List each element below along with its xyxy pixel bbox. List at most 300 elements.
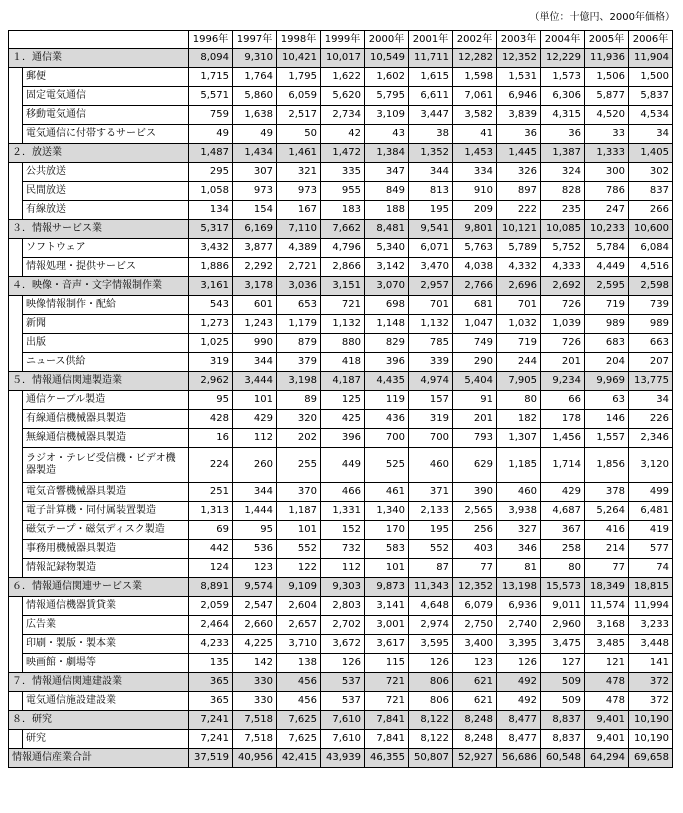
value-cell: 1,456 bbox=[541, 429, 585, 448]
value-cell: 721 bbox=[365, 692, 409, 711]
table-body bbox=[9, 49, 673, 768]
indent-cell bbox=[9, 448, 23, 483]
value-cell: 7,905 bbox=[497, 372, 541, 391]
value-cell: 224 bbox=[189, 448, 233, 483]
value-cell: 8,477 bbox=[497, 711, 541, 730]
value-cell: 499 bbox=[629, 483, 673, 502]
year-header: 2003年 bbox=[497, 31, 541, 49]
value-cell: 9,574 bbox=[233, 578, 277, 597]
value-cell: 5,763 bbox=[453, 239, 497, 258]
indent-cell bbox=[9, 334, 23, 353]
value-cell: 1,557 bbox=[585, 429, 629, 448]
value-cell: 552 bbox=[277, 540, 321, 559]
value-cell: 300 bbox=[585, 163, 629, 182]
total-value: 64,294 bbox=[585, 749, 629, 768]
category-name: ５．情報通信関連製造業 bbox=[9, 372, 189, 391]
indent-cell bbox=[9, 654, 23, 673]
value-cell: 178 bbox=[541, 410, 585, 429]
total-value: 42,415 bbox=[277, 749, 321, 768]
value-cell: 2,750 bbox=[453, 616, 497, 635]
value-cell: 9,401 bbox=[585, 730, 629, 749]
item-name: 研究 bbox=[23, 730, 189, 749]
value-cell: 4,435 bbox=[365, 372, 409, 391]
value-cell: 5,789 bbox=[497, 239, 541, 258]
value-cell: 3,142 bbox=[365, 258, 409, 277]
value-cell: 142 bbox=[233, 654, 277, 673]
indent-cell bbox=[9, 559, 23, 578]
value-cell: 2,346 bbox=[629, 429, 673, 448]
value-cell: 7,110 bbox=[277, 220, 321, 239]
value-cell: 122 bbox=[277, 559, 321, 578]
value-cell: 11,711 bbox=[409, 49, 453, 68]
item-row bbox=[9, 559, 673, 578]
value-cell: 188 bbox=[365, 201, 409, 220]
value-cell: 3,444 bbox=[233, 372, 277, 391]
value-cell: 10,600 bbox=[629, 220, 673, 239]
item-name: 固定電気通信 bbox=[23, 87, 189, 106]
value-cell: 1,132 bbox=[321, 315, 365, 334]
value-cell: 3,400 bbox=[453, 635, 497, 654]
value-cell: 10,233 bbox=[585, 220, 629, 239]
value-cell: 8,248 bbox=[453, 711, 497, 730]
value-cell: 7,610 bbox=[321, 730, 365, 749]
category-row bbox=[9, 277, 673, 296]
value-cell: 7,518 bbox=[233, 730, 277, 749]
value-cell: 4,534 bbox=[629, 106, 673, 125]
value-cell: 8,477 bbox=[497, 730, 541, 749]
value-cell: 721 bbox=[365, 673, 409, 692]
value-cell: 7,625 bbox=[277, 730, 321, 749]
value-cell: 11,936 bbox=[585, 49, 629, 68]
value-cell: 3,161 bbox=[189, 277, 233, 296]
item-name: 有線放送 bbox=[23, 201, 189, 220]
value-cell: 9,541 bbox=[409, 220, 453, 239]
item-name: 移動電気通信 bbox=[23, 106, 189, 125]
value-cell: 478 bbox=[585, 692, 629, 711]
value-cell: 429 bbox=[233, 410, 277, 429]
indent-cell bbox=[9, 730, 23, 749]
value-cell: 344 bbox=[233, 483, 277, 502]
value-cell: 321 bbox=[277, 163, 321, 182]
value-cell: 222 bbox=[497, 201, 541, 220]
indent-cell bbox=[9, 258, 23, 277]
value-cell: 201 bbox=[541, 353, 585, 372]
item-row bbox=[9, 521, 673, 540]
year-header: 1997年 bbox=[233, 31, 277, 49]
value-cell: 201 bbox=[453, 410, 497, 429]
value-cell: 2,660 bbox=[233, 616, 277, 635]
value-cell: 837 bbox=[629, 182, 673, 201]
value-cell: 8,122 bbox=[409, 711, 453, 730]
value-cell: 134 bbox=[189, 201, 233, 220]
value-cell: 1,187 bbox=[277, 502, 321, 521]
value-cell: 3,582 bbox=[453, 106, 497, 125]
value-cell: 370 bbox=[277, 483, 321, 502]
item-row bbox=[9, 616, 673, 635]
value-cell: 365 bbox=[189, 692, 233, 711]
value-cell: 3,877 bbox=[233, 239, 277, 258]
value-cell: 880 bbox=[321, 334, 365, 353]
value-cell: 9,109 bbox=[277, 578, 321, 597]
value-cell: 989 bbox=[629, 315, 673, 334]
total-value: 56,686 bbox=[497, 749, 541, 768]
value-cell: 204 bbox=[585, 353, 629, 372]
indent-cell bbox=[9, 692, 23, 711]
value-cell: 390 bbox=[453, 483, 497, 502]
year-header: 1996年 bbox=[189, 31, 233, 49]
value-cell: 125 bbox=[321, 391, 365, 410]
value-cell: 436 bbox=[365, 410, 409, 429]
value-cell: 124 bbox=[189, 559, 233, 578]
value-cell: 1,132 bbox=[409, 315, 453, 334]
value-cell: 1,886 bbox=[189, 258, 233, 277]
value-cell: 42 bbox=[321, 125, 365, 144]
value-cell: 1,445 bbox=[497, 144, 541, 163]
value-cell: 6,481 bbox=[629, 502, 673, 521]
indent-cell bbox=[9, 163, 23, 182]
value-cell: 1,185 bbox=[497, 448, 541, 483]
value-cell: 41 bbox=[453, 125, 497, 144]
value-cell: 5,784 bbox=[585, 239, 629, 258]
year-header: 2002年 bbox=[453, 31, 497, 49]
value-cell: 18,349 bbox=[585, 578, 629, 597]
value-cell: 126 bbox=[409, 654, 453, 673]
item-name: 郵便 bbox=[23, 68, 189, 87]
value-cell: 80 bbox=[497, 391, 541, 410]
value-cell: 141 bbox=[629, 654, 673, 673]
value-cell: 6,169 bbox=[233, 220, 277, 239]
value-cell: 537 bbox=[321, 692, 365, 711]
value-cell: 897 bbox=[497, 182, 541, 201]
value-cell: 1,615 bbox=[409, 68, 453, 87]
value-cell: 1,352 bbox=[409, 144, 453, 163]
value-cell: 419 bbox=[629, 521, 673, 540]
value-cell: 793 bbox=[453, 429, 497, 448]
value-cell: 3,070 bbox=[365, 277, 409, 296]
value-cell: 202 bbox=[277, 429, 321, 448]
value-cell: 182 bbox=[497, 410, 541, 429]
item-name: ニュース供給 bbox=[23, 353, 189, 372]
value-cell: 365 bbox=[189, 673, 233, 692]
value-cell: 3,710 bbox=[277, 635, 321, 654]
value-cell: 5,340 bbox=[365, 239, 409, 258]
value-cell: 7,625 bbox=[277, 711, 321, 730]
value-cell: 4,187 bbox=[321, 372, 365, 391]
value-cell: 101 bbox=[277, 521, 321, 540]
value-cell: 449 bbox=[321, 448, 365, 483]
table-header bbox=[9, 31, 673, 49]
value-cell: 4,516 bbox=[629, 258, 673, 277]
value-cell: 2,059 bbox=[189, 597, 233, 616]
indent-cell bbox=[9, 68, 23, 87]
value-cell: 77 bbox=[453, 559, 497, 578]
value-cell: 5,795 bbox=[365, 87, 409, 106]
value-cell: 121 bbox=[585, 654, 629, 673]
value-cell: 2,604 bbox=[277, 597, 321, 616]
value-cell: 36 bbox=[497, 125, 541, 144]
value-cell: 653 bbox=[277, 296, 321, 315]
value-cell: 334 bbox=[453, 163, 497, 182]
value-cell: 5,752 bbox=[541, 239, 585, 258]
item-name: 新聞 bbox=[23, 315, 189, 334]
indent-cell bbox=[9, 239, 23, 258]
value-cell: 34 bbox=[629, 391, 673, 410]
value-cell: 5,571 bbox=[189, 87, 233, 106]
category-row bbox=[9, 372, 673, 391]
category-name: ４．映像・音声・文字情報制作業 bbox=[9, 277, 189, 296]
value-cell: 6,946 bbox=[497, 87, 541, 106]
value-cell: 8,481 bbox=[365, 220, 409, 239]
value-cell: 81 bbox=[497, 559, 541, 578]
value-cell: 9,873 bbox=[365, 578, 409, 597]
value-cell: 509 bbox=[541, 673, 585, 692]
item-name: 情報通信機器賃貸業 bbox=[23, 597, 189, 616]
value-cell: 5,620 bbox=[321, 87, 365, 106]
value-cell: 9,969 bbox=[585, 372, 629, 391]
value-cell: 1,487 bbox=[189, 144, 233, 163]
value-cell: 1,714 bbox=[541, 448, 585, 483]
value-cell: 16 bbox=[189, 429, 233, 448]
value-cell: 5,317 bbox=[189, 220, 233, 239]
indent-cell bbox=[9, 353, 23, 372]
value-cell: 18,815 bbox=[629, 578, 673, 597]
value-cell: 2,517 bbox=[277, 106, 321, 125]
value-cell: 3,432 bbox=[189, 239, 233, 258]
value-cell: 1,384 bbox=[365, 144, 409, 163]
value-cell: 11,574 bbox=[585, 597, 629, 616]
header-row bbox=[9, 31, 673, 49]
value-cell: 418 bbox=[321, 353, 365, 372]
value-cell: 5,860 bbox=[233, 87, 277, 106]
item-row bbox=[9, 258, 673, 277]
value-cell: 119 bbox=[365, 391, 409, 410]
value-cell: 973 bbox=[233, 182, 277, 201]
item-row bbox=[9, 353, 673, 372]
value-cell: 425 bbox=[321, 410, 365, 429]
value-cell: 266 bbox=[629, 201, 673, 220]
value-cell: 3,475 bbox=[541, 635, 585, 654]
indent-cell bbox=[9, 106, 23, 125]
value-cell: 4,038 bbox=[453, 258, 497, 277]
indent-cell bbox=[9, 597, 23, 616]
value-cell: 43 bbox=[365, 125, 409, 144]
value-cell: 806 bbox=[409, 673, 453, 692]
value-cell: 698 bbox=[365, 296, 409, 315]
value-cell: 3,168 bbox=[585, 616, 629, 635]
value-cell: 719 bbox=[585, 296, 629, 315]
item-name: 有線通信機械器具製造 bbox=[23, 410, 189, 429]
value-cell: 207 bbox=[629, 353, 673, 372]
item-name: 電気音響機械器具製造 bbox=[23, 483, 189, 502]
item-row bbox=[9, 106, 673, 125]
item-row bbox=[9, 163, 673, 182]
value-cell: 701 bbox=[409, 296, 453, 315]
category-name: ８．研究 bbox=[9, 711, 189, 730]
value-cell: 319 bbox=[409, 410, 453, 429]
value-cell: 6,059 bbox=[277, 87, 321, 106]
value-cell: 327 bbox=[497, 521, 541, 540]
value-cell: 295 bbox=[189, 163, 233, 182]
value-cell: 4,333 bbox=[541, 258, 585, 277]
year-header: 1999年 bbox=[321, 31, 365, 49]
value-cell: 11,994 bbox=[629, 597, 673, 616]
value-cell: 346 bbox=[497, 540, 541, 559]
value-cell: 63 bbox=[585, 391, 629, 410]
value-cell: 1,573 bbox=[541, 68, 585, 87]
item-name: ソフトウェア bbox=[23, 239, 189, 258]
value-cell: 34 bbox=[629, 125, 673, 144]
value-cell: 7,610 bbox=[321, 711, 365, 730]
value-cell: 629 bbox=[453, 448, 497, 483]
value-cell: 7,241 bbox=[189, 730, 233, 749]
item-row bbox=[9, 597, 673, 616]
value-cell: 2,740 bbox=[497, 616, 541, 635]
indent-cell bbox=[9, 201, 23, 220]
value-cell: 36 bbox=[541, 125, 585, 144]
value-cell: 339 bbox=[409, 353, 453, 372]
value-cell: 1,032 bbox=[497, 315, 541, 334]
value-cell: 6,071 bbox=[409, 239, 453, 258]
value-cell: 3,485 bbox=[585, 635, 629, 654]
total-value: 43,939 bbox=[321, 749, 365, 768]
value-cell: 8,891 bbox=[189, 578, 233, 597]
item-name: 映像情報制作・配給 bbox=[23, 296, 189, 315]
value-cell: 416 bbox=[585, 521, 629, 540]
value-cell: 3,938 bbox=[497, 502, 541, 521]
value-cell: 307 bbox=[233, 163, 277, 182]
value-cell: 112 bbox=[321, 559, 365, 578]
value-cell: 214 bbox=[585, 540, 629, 559]
value-cell: 101 bbox=[365, 559, 409, 578]
total-row bbox=[9, 749, 673, 768]
value-cell: 95 bbox=[189, 391, 233, 410]
item-name: 事務用機械器具製造 bbox=[23, 540, 189, 559]
value-cell: 8,122 bbox=[409, 730, 453, 749]
value-cell: 1,340 bbox=[365, 502, 409, 521]
value-cell: 1,307 bbox=[497, 429, 541, 448]
value-cell: 127 bbox=[541, 654, 585, 673]
data-table bbox=[8, 30, 673, 768]
indent-cell bbox=[9, 410, 23, 429]
value-cell: 1,331 bbox=[321, 502, 365, 521]
item-row bbox=[9, 68, 673, 87]
value-cell: 87 bbox=[409, 559, 453, 578]
value-cell: 1,795 bbox=[277, 68, 321, 87]
year-header: 2004年 bbox=[541, 31, 585, 49]
value-cell: 247 bbox=[585, 201, 629, 220]
total-name: 情報通信産業合計 bbox=[9, 749, 189, 768]
value-cell: 10,421 bbox=[277, 49, 321, 68]
value-cell: 9,011 bbox=[541, 597, 585, 616]
value-cell: 525 bbox=[365, 448, 409, 483]
item-row bbox=[9, 334, 673, 353]
value-cell: 49 bbox=[233, 125, 277, 144]
value-cell: 7,841 bbox=[365, 711, 409, 730]
item-row bbox=[9, 502, 673, 521]
value-cell: 989 bbox=[585, 315, 629, 334]
value-cell: 955 bbox=[321, 182, 365, 201]
value-cell: 786 bbox=[585, 182, 629, 201]
item-name: 電気通信に付帯するサービス bbox=[23, 125, 189, 144]
value-cell: 77 bbox=[585, 559, 629, 578]
value-cell: 255 bbox=[277, 448, 321, 483]
value-cell: 4,225 bbox=[233, 635, 277, 654]
item-row bbox=[9, 182, 673, 201]
value-cell: 10,549 bbox=[365, 49, 409, 68]
value-cell: 135 bbox=[189, 654, 233, 673]
value-cell: 461 bbox=[365, 483, 409, 502]
category-name: ３．情報サービス業 bbox=[9, 220, 189, 239]
value-cell: 7,241 bbox=[189, 711, 233, 730]
category-name: ６．情報通信関連サービス業 bbox=[9, 578, 189, 597]
value-cell: 683 bbox=[585, 334, 629, 353]
value-cell: 10,190 bbox=[629, 730, 673, 749]
value-cell: 5,264 bbox=[585, 502, 629, 521]
value-cell: 1,472 bbox=[321, 144, 365, 163]
value-cell: 1,531 bbox=[497, 68, 541, 87]
item-name: 公共放送 bbox=[23, 163, 189, 182]
value-cell: 379 bbox=[277, 353, 321, 372]
item-name: 電子計算機・同付属装置製造 bbox=[23, 502, 189, 521]
value-cell: 1,405 bbox=[629, 144, 673, 163]
value-cell: 335 bbox=[321, 163, 365, 182]
value-cell: 11,904 bbox=[629, 49, 673, 68]
item-name: 無線通信機械器具製造 bbox=[23, 429, 189, 448]
item-row bbox=[9, 654, 673, 673]
indent-cell bbox=[9, 391, 23, 410]
value-cell: 2,133 bbox=[409, 502, 453, 521]
year-header: 1998年 bbox=[277, 31, 321, 49]
indent-cell bbox=[9, 315, 23, 334]
value-cell: 3,448 bbox=[629, 635, 673, 654]
value-cell: 396 bbox=[321, 429, 365, 448]
value-cell: 367 bbox=[541, 521, 585, 540]
value-cell: 372 bbox=[629, 692, 673, 711]
value-cell: 12,352 bbox=[453, 578, 497, 597]
year-header: 2000年 bbox=[365, 31, 409, 49]
value-cell: 195 bbox=[409, 521, 453, 540]
value-cell: 251 bbox=[189, 483, 233, 502]
value-cell: 2,696 bbox=[497, 277, 541, 296]
value-cell: 1,602 bbox=[365, 68, 409, 87]
value-cell: 101 bbox=[233, 391, 277, 410]
value-cell: 2,734 bbox=[321, 106, 365, 125]
item-row bbox=[9, 540, 673, 559]
value-cell: 89 bbox=[277, 391, 321, 410]
value-cell: 1,148 bbox=[365, 315, 409, 334]
value-cell: 583 bbox=[365, 540, 409, 559]
value-cell: 8,837 bbox=[541, 730, 585, 749]
value-cell: 7,841 bbox=[365, 730, 409, 749]
value-cell: 2,960 bbox=[541, 616, 585, 635]
value-cell: 1,039 bbox=[541, 315, 585, 334]
value-cell: 3,151 bbox=[321, 277, 365, 296]
value-cell: 344 bbox=[233, 353, 277, 372]
item-row bbox=[9, 448, 673, 483]
value-cell: 2,565 bbox=[453, 502, 497, 521]
item-row bbox=[9, 315, 673, 334]
value-cell: 235 bbox=[541, 201, 585, 220]
value-cell: 4,233 bbox=[189, 635, 233, 654]
value-cell: 9,401 bbox=[585, 711, 629, 730]
item-row bbox=[9, 296, 673, 315]
value-cell: 2,598 bbox=[629, 277, 673, 296]
value-cell: 3,617 bbox=[365, 635, 409, 654]
item-row bbox=[9, 391, 673, 410]
value-cell: 7,518 bbox=[233, 711, 277, 730]
value-cell: 324 bbox=[541, 163, 585, 182]
item-name: 情報記録物製造 bbox=[23, 559, 189, 578]
